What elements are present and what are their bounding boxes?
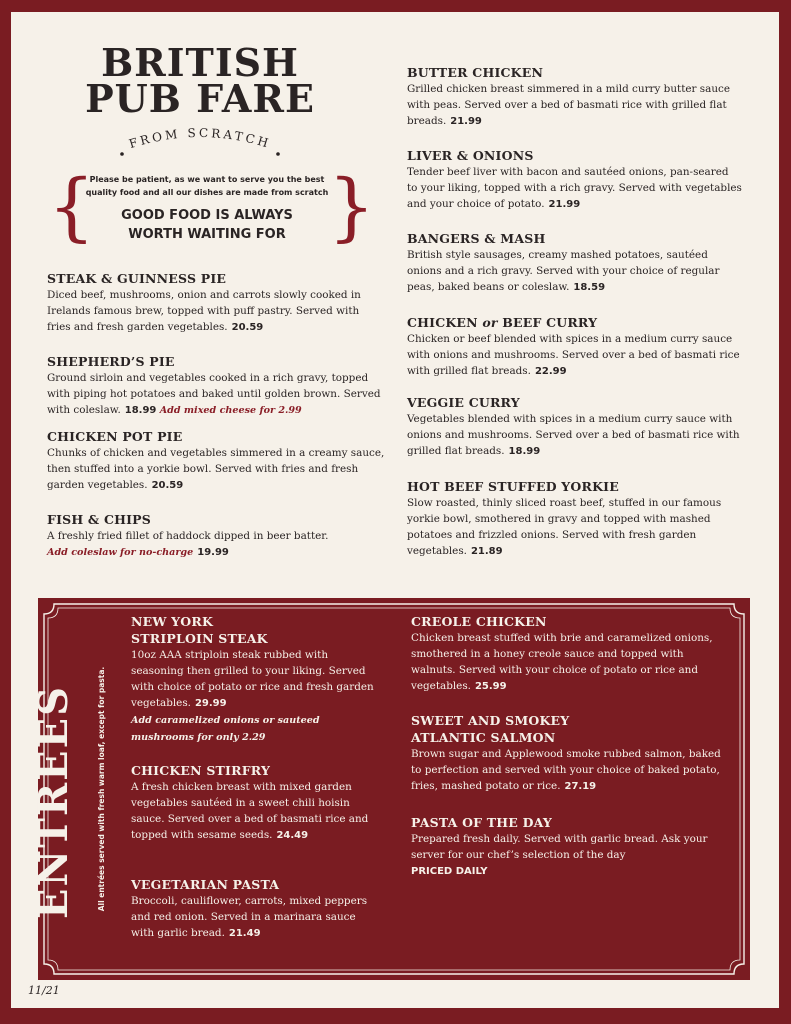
item-description: Broccoli, cauliflower, carrots, mixed peppers and red onion. Served in a marinara sauce with garlic bread. 21.49 xyxy=(131,895,368,939)
item-price: 18.59 xyxy=(573,282,606,293)
item-price: 27.19 xyxy=(564,781,597,792)
item-extra xyxy=(47,544,385,561)
item-price: PRICED DAILY xyxy=(411,866,488,877)
item-description: 10oz AAA striploin steak rubbed with seasoning then grilled to your liking. Served with choice of potato or rice and fresh garden vegetables. 29.99 xyxy=(131,649,374,709)
item-name-line2: STRIPLOIN STEAK xyxy=(131,631,268,646)
item-name: PASTA OF THE DAY xyxy=(411,815,553,830)
item-price: 24.49 xyxy=(276,830,309,841)
entree-atlantic-salmon xyxy=(411,712,731,795)
item-description: A fresh chicken breast with mixed garden vegetables sautéed in a sweet chili hoisin sauce. Served over a bed of basmati rice and topped with sesame seeds. 24.49 xyxy=(131,781,369,841)
item-name: BANGERS & MASH xyxy=(407,231,546,246)
item-description: Brown sugar and Applewood smoke rubbed salmon, baked to perfection and served with your choice of baked potato, fries, mashed potato or rice. 27.19 xyxy=(411,748,721,792)
item-addon: Add caramelized onions or sauteed mushrooms for only 2.29 xyxy=(131,715,320,743)
item-description: Chunks of chicken and vegetables simmered in a creamy sauce, then stuffed into a yorkie bowl. Served with fries and fresh garden vegetables. 20.59 xyxy=(47,447,385,491)
item-description: Diced beef, mushrooms, onion and carrots slowly cooked in Irelands famous brew, topped with puff pastry. Served with fries and fresh garden vegetables. 20.59 xyxy=(47,289,361,333)
item-name-line1: SWEET AND SMOKEY xyxy=(411,713,570,728)
slogan-line2: WORTH WAITING FOR xyxy=(128,227,286,242)
item-description: British style sausages, creamy mashed potatoes, sautéed onions and a rich gravy. Served with your choice of regular peas, baked beans or coleslaw. 18.59 xyxy=(407,249,720,293)
item-name: STEAK & GUINNESS PIE xyxy=(47,271,227,286)
slogan-line1: GOOD FOOD IS ALWAYS xyxy=(121,208,293,223)
right-brace-ornament: } xyxy=(328,164,376,250)
patience-note: Please be patient, as we want to serve you the best quality food and all our dishes are made from scratch xyxy=(85,175,329,197)
entree-chicken-stirfry xyxy=(131,762,381,844)
tagline-arc xyxy=(100,118,300,162)
item-price: 21.89 xyxy=(470,546,503,557)
item-price: 21.99 xyxy=(548,199,581,210)
slogan xyxy=(82,206,332,244)
item-price: 18.99 xyxy=(508,446,541,457)
entree-vegetarian-pasta xyxy=(131,876,381,942)
menu-item-hot-beef-yorkie xyxy=(407,478,742,560)
item-name: HOT BEEF STUFFED YORKIE xyxy=(407,479,619,494)
menu-date: 11/21 xyxy=(28,984,60,997)
item-name: CHICKEN or BEEF CURRY xyxy=(407,315,598,330)
item-description: Tender beef liver with bacon and sautéed onions, pan-seared to your liking, topped with a rich gravy. Served with vegetables and your choice of potato. 21.99 xyxy=(407,166,742,210)
item-description: Chicken or beef blended with spices in a medium curry sauce with onions and mushrooms. Served over a bed of basmati rice with grilled flat breads. 22.99 xyxy=(407,333,740,377)
menu-item-liver-onions xyxy=(407,147,742,213)
entrees-note: All entrées served with fresh warm loaf, except for pasta. xyxy=(97,666,106,912)
menu-item-bangers-mash xyxy=(407,230,742,296)
item-name-line2: ATLANTIC SALMON xyxy=(411,730,556,745)
item-name-line1: NEW YORK xyxy=(131,614,214,629)
item-price: 21.49 xyxy=(228,928,261,939)
entrees-title: ENTRÉES xyxy=(30,685,77,919)
entree-striploin-steak xyxy=(131,613,381,746)
tagline xyxy=(100,118,300,162)
item-description: A freshly fried fillet of haddock dipped in beer batter. xyxy=(47,530,329,542)
item-name: CREOLE CHICKEN xyxy=(411,614,547,629)
item-name: CHICKEN STIRFRY xyxy=(131,763,271,778)
item-price: 19.99 xyxy=(197,547,229,558)
item-description: Grilled chicken breast simmered in a mild curry butter sauce with peas. Served over a bed of basmati rice with grilled flat breads. 21.99 xyxy=(407,83,730,127)
menu-item-steak-guinness-pie xyxy=(47,270,385,336)
item-description: Chicken breast stuffed with brie and caramelized onions, smothered in a honey creole sauce and topped with walnuts. Served with your choice of potato or rice and vegetables. 25.99 xyxy=(411,632,713,692)
item-description: Ground sirloin and vegetables cooked in a rich gravy, topped with piping hot potatoes and baked until golden brown. Served with coleslaw. 18.99 Add mixed cheese for 2.99 xyxy=(47,372,381,416)
menu-item-veggie-curry xyxy=(407,394,742,460)
item-name: BUTTER CHICKEN xyxy=(407,65,544,80)
item-price: 22.99 xyxy=(534,366,567,377)
item-price: 20.59 xyxy=(151,480,184,491)
menu-title-line2: PUB FARE xyxy=(85,76,315,121)
item-name: FISH & CHIPS xyxy=(47,512,151,527)
menu-item-chicken-beef-curry xyxy=(407,314,742,380)
item-price-line xyxy=(411,863,731,880)
menu-item-fish-chips xyxy=(47,511,385,561)
item-name: SHEPHERD’S PIE xyxy=(47,354,175,369)
menu-item-butter-chicken xyxy=(407,64,742,130)
menu-title-line1: BRITISH xyxy=(101,40,299,85)
item-description: Prepared fresh daily. Served with garlic bread. Ask your server for our chef’s selection of the day xyxy=(411,833,708,861)
item-price: 21.99 xyxy=(450,116,482,127)
item-name: CHICKEN POT PIE xyxy=(47,429,183,444)
left-brace-ornament: { xyxy=(48,164,96,250)
item-price: 18.99 xyxy=(124,405,157,416)
tagline-text: FROM SCRATCH xyxy=(127,125,273,152)
entree-creole-chicken xyxy=(411,613,731,695)
menu-item-shepherds-pie xyxy=(47,353,385,419)
item-name: VEGGIE CURRY xyxy=(407,395,520,410)
svg-text:FROM SCRATCH xyxy=(127,126,272,151)
entree-pasta-of-the-day xyxy=(411,814,731,880)
item-price: 25.99 xyxy=(474,681,507,692)
item-price: 20.59 xyxy=(231,322,264,333)
item-name: LIVER & ONIONS xyxy=(407,148,534,163)
item-description: Vegetables blended with spices in a medium curry sauce with onions and mushrooms. Served over a bed of basmati rice with grilled flat breads. 18.99 xyxy=(407,413,740,457)
item-name: VEGETARIAN PASTA xyxy=(131,877,280,892)
item-addon: Add coleslaw for no-charge xyxy=(47,547,194,558)
item-price: 29.99 xyxy=(194,698,227,709)
menu-item-chicken-pot-pie xyxy=(47,428,385,494)
item-description: Slow roasted, thinly sliced roast beef, stuffed in our famous yorkie bowl, smothered in gravy and topped with mashed potatoes and frizzled onions. Served with fresh garden vegetables. 21.89 xyxy=(407,497,722,557)
item-addon: Add mixed cheese for 2.99 xyxy=(159,405,302,416)
